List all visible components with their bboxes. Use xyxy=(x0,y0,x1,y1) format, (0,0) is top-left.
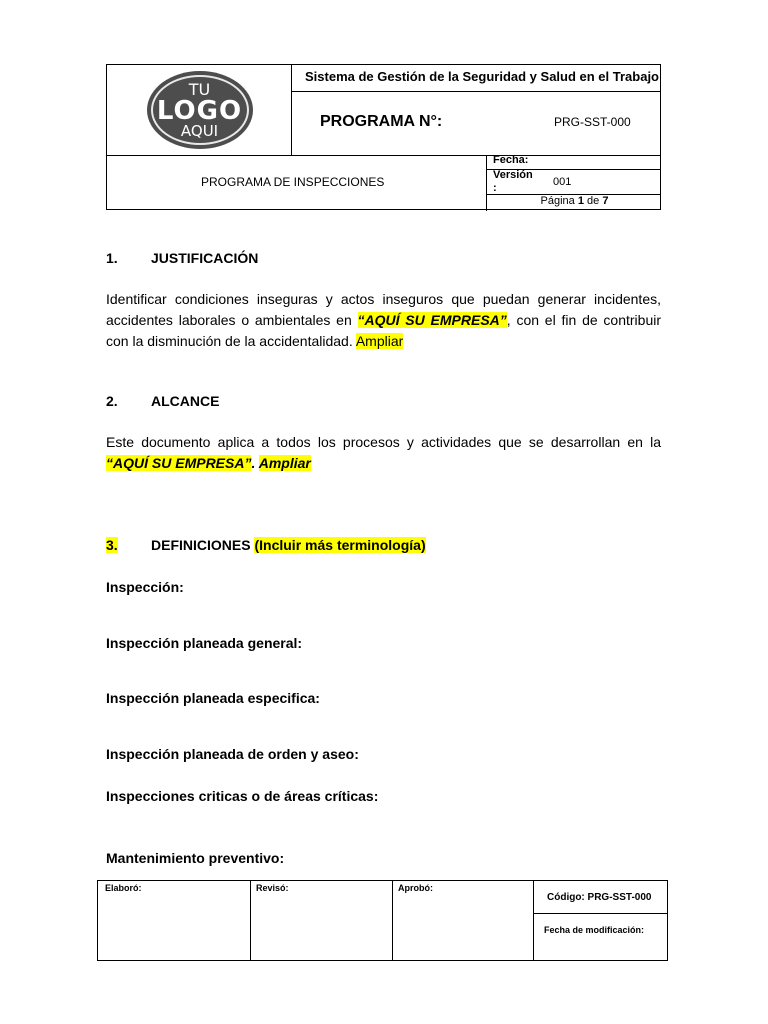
header-divider xyxy=(107,155,661,156)
definition-term: Inspección planeada de orden y aseo: xyxy=(106,746,359,762)
footer-divider xyxy=(533,913,668,914)
elaboro-label: Elaboró: xyxy=(105,883,142,893)
section-2-paragraph: Este documento aplica a todos los procesos y actividades que se desarrollan en la “AQUÍ SU EMPRESA”. Ampliar xyxy=(106,434,661,471)
version-value: 001 xyxy=(553,176,572,188)
logo-cell xyxy=(107,65,292,155)
definition-term: Mantenimiento preventivo: xyxy=(106,850,285,866)
aprobo-label: Aprobó: xyxy=(398,883,433,893)
program-code: PRG-SST-000 xyxy=(554,115,631,129)
section-2-title: ALCANCE xyxy=(151,393,220,409)
approval-footer-table xyxy=(97,880,668,961)
reviso-label: Revisó: xyxy=(256,883,289,893)
modification-date-label: Fecha de modificación: xyxy=(544,925,645,935)
footer-divider xyxy=(392,881,393,961)
section-2-number: 2. xyxy=(106,393,118,409)
definition-term: Inspección: xyxy=(106,579,184,595)
section-1-number: 1. xyxy=(106,250,118,266)
logo-line-3: AQUI xyxy=(180,121,219,140)
system-title: Sistema de Gestión de la Seguridad y Salud en el Trabajo xyxy=(305,69,659,84)
program-name: PROGRAMA DE INSPECCIONES xyxy=(201,175,385,189)
section-3-title: DEFINICIONES (Incluir más terminología) xyxy=(151,537,426,553)
version-label: Versión : xyxy=(493,169,533,194)
company-placeholder: “AQUÍ SU EMPRESA” xyxy=(106,455,252,471)
terminology-note: (Incluir más terminología) xyxy=(254,537,426,553)
definition-term: Inspección planeada especifica: xyxy=(106,690,320,706)
expand-note: Ampliar xyxy=(355,333,404,349)
header-divider xyxy=(291,91,661,92)
code-label: Código: PRG-SST-000 xyxy=(547,892,652,903)
program-label: PROGRAMA N°: xyxy=(320,113,443,130)
page-indicator: Página 1 de 7 xyxy=(540,195,609,207)
footer-divider xyxy=(533,881,534,961)
definition-term: Inspección planeada general: xyxy=(106,635,303,651)
section-1-paragraph: Identificar condiciones inseguras y actos inseguros que puedan generar incidentes, accidentes laborales o ambientales en “AQUÍ SU EMPRESA”, con el fin de contribuir con la disminución de la accidentalidad. Ampliar xyxy=(106,291,661,349)
date-label: Fecha: xyxy=(493,154,529,166)
logo-line-1: TU xyxy=(188,79,211,99)
section-1-title: JUSTIFICACIÓN xyxy=(151,250,259,266)
company-placeholder: “AQUÍ SU EMPRESA” xyxy=(357,312,507,328)
company-logo xyxy=(147,71,253,149)
logo-line-2: LOGO xyxy=(156,95,243,126)
definition-term: Inspecciones criticas o de áreas críticas: xyxy=(106,788,379,804)
section-3-number: 3. xyxy=(106,537,118,553)
footer-divider xyxy=(250,881,251,961)
expand-note: Ampliar xyxy=(258,455,311,471)
document-header-table xyxy=(106,64,661,210)
